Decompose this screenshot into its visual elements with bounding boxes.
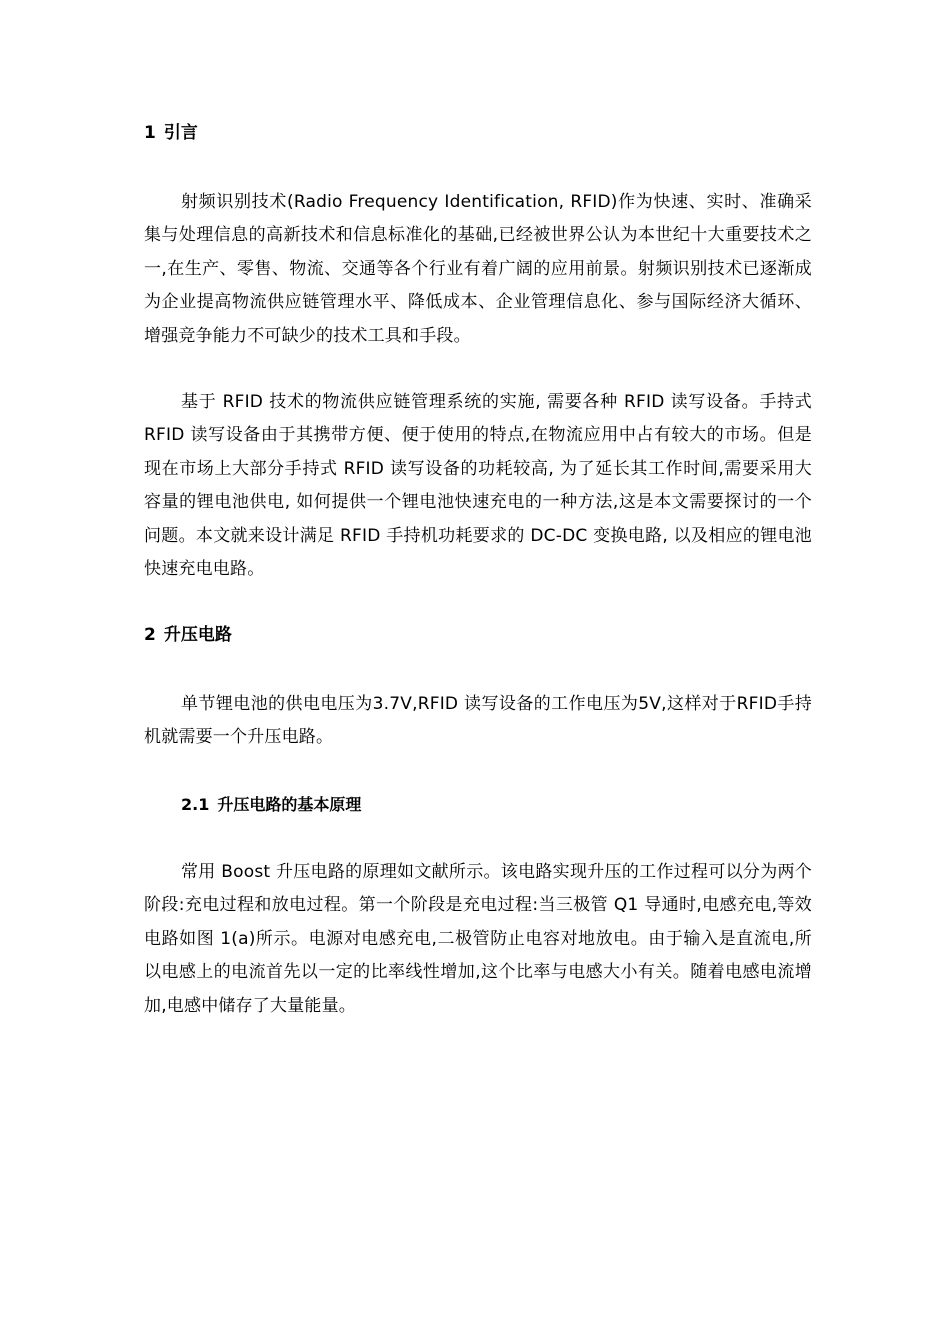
subsection-title: 升压电路的基本原理 [217,795,362,814]
paragraph-boost-principle: 常用 Boost 升压电路的原理如文献所示。该电路实现升压的工作过程可以分为两个阶段:充电过程和放电过程。第一个阶段是充电过程:当三极管 Q1 导通时,电感充电,等效电路如图 1(a)所示。电源对电感充电,二极管防止电容对地放电。由于输入是直流电,所以电感上的电流首先以一定的比率线性增加,这个比率与电感大小有关。随着电感电流增加,电感中储存了大量能量。 [144,862,812,1016]
paragraph-rfid-handheld: 基于 RFID 技术的物流供应链管理系统的实施, 需要各种 RFID 读写设备。手持式 RFID 读写设备由于其携带方便、便于使用的特点,在物流应用中占有较大的市场。但是现在市场上大部分手持式 RFID 读写设备的功耗较高, 为了延长其工作时间,需要采用大容量的锂电池供电, 如何提供一个锂电池快速充电的一种方法,这是本文需要探讨的一个问题。本文就来设计满足 RFID 手持机功耗要求的 DC-DC 变换电路, 以及相应的锂电池快速充电电路。 [144,392,812,580]
paragraph-rfid-intro: 射频识别技术(Radio Frequency Identification, RFID)作为快速、实时、准确采集与处理信息的高新技术和信息标准化的基础,已经被世界公认为本世纪十大重要技术之一,在生产、零售、物流、交通等各个行业有着广阔的应用前景。射频识别技术已逐渐成为企业提高物流供应链管理水平、降低成本、企业管理信息化、参与国际经济大循环、增强竞争能力不可缺少的技术工具和手段。 [144,192,812,346]
section-title: 引言 [163,123,198,143]
subsection-heading-boost-principle [181,794,361,816]
paragraph-battery-voltage: 单节锂电池的供电电压为3.7V,RFID 读写设备的工作电压为5V,这样对于RFID手持机就需要一个升压电路。 [144,694,812,748]
section-heading-boost-circuit [144,624,232,646]
section-heading-intro [144,122,198,144]
section-number: 2 [144,625,156,645]
subsection-number: 2.1 [181,795,210,814]
section-title: 升压电路 [163,625,232,645]
section-number: 1 [144,123,156,143]
